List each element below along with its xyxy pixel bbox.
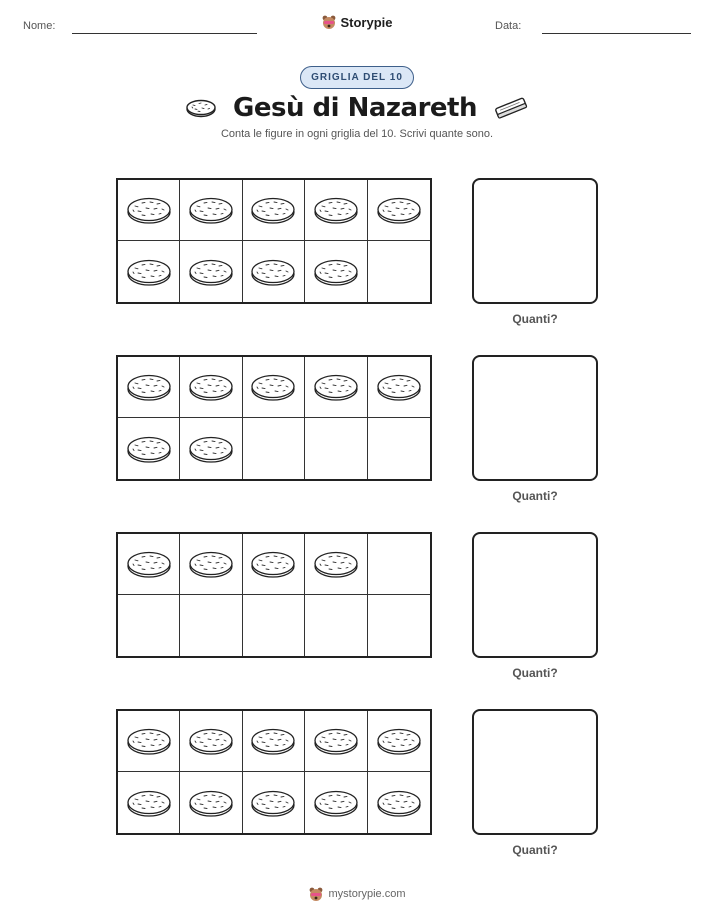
ten-frame-cell (305, 241, 367, 302)
ten-frame-cell (243, 711, 305, 772)
flatbread-icon (250, 725, 296, 757)
ten-frame-cell (180, 711, 242, 772)
ten-frame-cell (368, 418, 430, 479)
flatbread-icon (188, 548, 234, 580)
flatbread-icon (126, 433, 172, 465)
flatbread-icon (376, 725, 422, 757)
flatbread-icon (188, 256, 234, 288)
ten-frame-cell (243, 418, 305, 479)
bear-mascot-icon (308, 886, 324, 902)
ten-frame-cell (118, 534, 180, 595)
flatbread-icon (188, 725, 234, 757)
flatbread-icon (250, 787, 296, 819)
ten-frame-cell (305, 418, 367, 479)
flatbread-icon (313, 371, 359, 403)
ten-frame-cell (368, 534, 430, 595)
ten-frame-cell (305, 534, 367, 595)
ten-frame-cell (368, 241, 430, 302)
ten-frame-cell (118, 772, 180, 833)
ten-frame-cell (305, 772, 367, 833)
ten-frame-cell (243, 595, 305, 656)
flatbread-icon (376, 194, 422, 226)
ten-frame-cell (368, 772, 430, 833)
ten-frame-4 (116, 709, 432, 835)
ten-frame-cell (368, 180, 430, 241)
flatbread-icon (250, 194, 296, 226)
flatbread-icon (313, 256, 359, 288)
ten-frame-cell (305, 711, 367, 772)
ten-frame-cell (180, 772, 242, 833)
flatbread-icon (185, 98, 217, 118)
ten-frame-cell (180, 595, 242, 656)
ten-frame-cell (368, 595, 430, 656)
ten-frame-cell (368, 357, 430, 418)
page-title: Gesù di Nazareth (233, 93, 477, 123)
flatbread-icon (126, 548, 172, 580)
wooden-plank-icon (493, 96, 529, 120)
flatbread-icon (126, 371, 172, 403)
ten-frame-cell (368, 711, 430, 772)
ten-frame-cell (305, 180, 367, 241)
date-label: Data: (495, 20, 522, 32)
ten-frame-cell (180, 534, 242, 595)
ten-frame-cell (118, 241, 180, 302)
flatbread-icon (376, 371, 422, 403)
ten-frame-3 (116, 532, 432, 658)
ten-frame-cell (180, 180, 242, 241)
flatbread-icon (126, 256, 172, 288)
ten-frame-cell (180, 357, 242, 418)
ten-frame-cell (243, 772, 305, 833)
brand-name: Storypie (340, 14, 393, 30)
ten-frame-cell (118, 418, 180, 479)
ten-frame-cell (305, 357, 367, 418)
footer-url[interactable]: mystorypie.com (328, 888, 406, 900)
flatbread-icon (126, 725, 172, 757)
ten-frame-1 (116, 178, 432, 304)
flatbread-icon (313, 725, 359, 757)
flatbread-icon (188, 371, 234, 403)
ten-frame-cell (118, 180, 180, 241)
flatbread-icon (250, 548, 296, 580)
answer-label: Quanti? (512, 843, 558, 857)
answer-box-2[interactable] (472, 355, 598, 481)
ten-frame-cell (243, 241, 305, 302)
answer-label: Quanti? (512, 489, 558, 503)
ten-frame-cell (118, 711, 180, 772)
ten-frame-cell (118, 595, 180, 656)
answer-box-3[interactable] (472, 532, 598, 658)
flatbread-icon (126, 787, 172, 819)
flatbread-icon (313, 548, 359, 580)
answer-box-4[interactable] (472, 709, 598, 835)
flatbread-icon (313, 194, 359, 226)
flatbread-icon (376, 787, 422, 819)
ten-frame-2 (116, 355, 432, 481)
flatbread-icon (188, 787, 234, 819)
brand-logo (0, 14, 714, 35)
worksheet-type-badge: GRIGLIA DEL 10 (300, 66, 414, 89)
ten-frame-cell (243, 357, 305, 418)
bear-mascot-icon (321, 14, 337, 30)
date-field-line[interactable] (542, 33, 691, 34)
answer-label: Quanti? (512, 312, 558, 326)
answer-box-1[interactable] (472, 178, 598, 304)
flatbread-icon (250, 256, 296, 288)
footer (0, 886, 714, 907)
flatbread-icon (188, 433, 234, 465)
ten-frame-cell (180, 241, 242, 302)
ten-frame-cell (243, 180, 305, 241)
ten-frame-cell (118, 357, 180, 418)
flatbread-icon (126, 194, 172, 226)
ten-frame-cell (180, 418, 242, 479)
instructions-text: Conta le figure in ogni griglia del 10. Scrivi quante sono. (220, 128, 494, 140)
flatbread-icon (250, 371, 296, 403)
ten-frame-cell (243, 534, 305, 595)
flatbread-icon (188, 194, 234, 226)
flatbread-icon (313, 787, 359, 819)
ten-frame-cell (305, 595, 367, 656)
answer-label: Quanti? (512, 666, 558, 680)
name-label: Nome: (23, 20, 56, 32)
